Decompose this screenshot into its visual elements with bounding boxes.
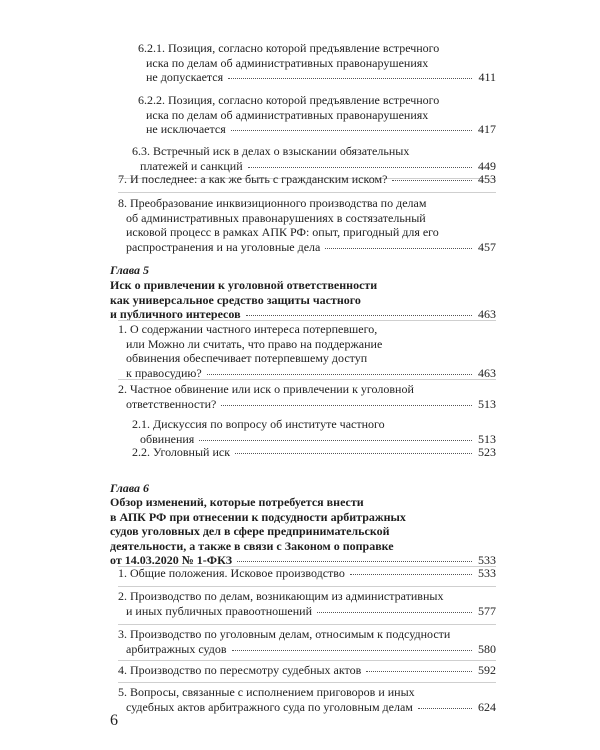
divider (118, 682, 496, 683)
divider (118, 379, 496, 380)
entry-line: платежей и санкций (140, 158, 243, 173)
entry-line: и иных публичных правоотношений (126, 603, 312, 618)
toc-entry (118, 172, 496, 187)
entry-line: или Можно ли считать, что право на поддержание (126, 336, 383, 351)
page-number: 513 (478, 396, 496, 411)
chapter-title (110, 278, 496, 322)
dot-leader (418, 708, 472, 709)
page-number: 463 (478, 365, 496, 380)
toc-entry (132, 445, 496, 460)
dot-leader (325, 248, 472, 249)
page-number: 463 (478, 307, 496, 321)
folio-page-number: 6 (110, 712, 118, 729)
toc-entry (118, 589, 496, 618)
entry-line: иска по делам об административных правонарушениях (146, 55, 429, 70)
entry-line: ответственности? (126, 396, 217, 411)
toc-entry (132, 417, 496, 446)
toc-entry (118, 685, 496, 714)
toc-entry (118, 382, 496, 411)
page-number: 449 (478, 158, 496, 173)
dot-leader (246, 315, 472, 316)
entry-line: не допускается (146, 70, 224, 84)
divider (118, 624, 496, 625)
entry-line: иска по делам об административных правонарушениях (146, 107, 429, 122)
chapter-title-line: Иск о привлечении к уголовной ответственности (110, 278, 378, 292)
toc-entry (118, 196, 496, 254)
entry-line: 7. И последнее: а как же быть с гражданским иском? (118, 172, 388, 186)
entry-line: 6.2.2. Позиция, согласно которой предъявление встречного (138, 93, 440, 107)
entry-line: не исключается (146, 122, 226, 136)
dot-leader (235, 453, 472, 454)
page-number: 453 (478, 172, 496, 186)
toc-entry (138, 93, 496, 137)
entry-line: к правосудию? (126, 365, 202, 380)
toc-entry (118, 663, 496, 678)
dot-leader (237, 561, 472, 562)
page-number: 592 (478, 663, 496, 677)
page-number: 533 (478, 566, 496, 580)
chapter-title-line: в АПК РФ при отнесении к подсудности арбитражных (110, 509, 406, 524)
entry-line: 2.1. Дискуссия по вопросу об институте частного (132, 417, 385, 431)
toc-entry (138, 41, 496, 85)
dot-leader (231, 130, 472, 131)
divider (118, 660, 496, 661)
dot-leader (392, 180, 472, 181)
entry-line: 6.2.1. Позиция, согласно которой предъявление встречного (138, 41, 440, 55)
chapter-title-line: от 14.03.2020 № 1-ФКЗ (110, 553, 233, 567)
toc-entry (118, 566, 496, 581)
dot-leader (366, 671, 472, 672)
divider (118, 192, 496, 193)
chapter-title-line: и публичного интересов (110, 307, 241, 321)
entry-line: 8. Преобразование инквизиционного производства по делам (118, 196, 427, 210)
entry-line: 3. Производство по уголовным делам, относимым к подсудности (118, 627, 451, 641)
page-number: 417 (478, 122, 496, 136)
chapter-title-line: деятельности, а также в связи с Законом о поправке (110, 538, 394, 553)
dot-leader (199, 440, 472, 441)
page-number: 523 (478, 445, 496, 459)
dot-leader (232, 650, 472, 651)
page-number: 533 (478, 553, 496, 567)
entry-line: 1. О содержании частного интереса потерпевшего, (118, 322, 378, 336)
entry-line: судебных актов арбитражного суда по уголовным делам (126, 699, 413, 714)
entry-line: 1. Общие положения. Исковое производство (118, 566, 345, 580)
chapter-title-line: как универсальное средство защиты частного (110, 292, 361, 307)
page-number: 577 (478, 603, 496, 618)
page-number: 580 (478, 641, 496, 656)
entry-line: распространения и на уголовные дела (126, 239, 321, 254)
entry-line: 2. Производство по делам, возникающим из административных (118, 589, 444, 603)
chapter-title-line: Обзор изменений, которые потребуется внести (110, 495, 364, 509)
entry-line: обвинения обеспечивает потерпевшему доступ (126, 351, 368, 365)
entry-line: исковой процесс в рамках АПК РФ: опыт, пригодный для его (126, 225, 439, 239)
entry-line: 2.2. Уголовный иск (132, 445, 231, 459)
divider (118, 586, 496, 587)
page-number: 513 (478, 431, 496, 446)
entry-line: 2. Частное обвинение или иск о привлечении к уголовной (118, 382, 414, 396)
dot-leader (350, 574, 472, 575)
entry-line: об административных правонарушениях в состязательный (126, 210, 426, 225)
entry-line: 5. Вопросы, связанные с исполнением приговоров и иных (118, 685, 415, 699)
divider (118, 320, 496, 321)
entry-line: арбитражных судов (126, 641, 227, 656)
dot-leader (228, 78, 472, 79)
dot-leader (317, 612, 472, 613)
toc-entry (118, 322, 496, 380)
entry-line: обвинения (140, 431, 195, 446)
chapter-title-line: судов уголовных дел в сфере предпринимательской (110, 524, 390, 538)
page-number: 624 (478, 699, 496, 714)
dot-leader (207, 374, 472, 375)
chapter-title (110, 495, 496, 568)
entry-line: 4. Производство по пересмотру судебных актов (118, 663, 362, 677)
entry-line: 6.3. Встречный иск в делах о взыскании обязательных (132, 144, 410, 158)
page-number: 411 (478, 70, 496, 84)
toc-entry (118, 627, 496, 656)
page-number: 457 (478, 239, 496, 254)
chapter-label: Глава 5 (110, 263, 150, 277)
chapter-label: Глава 6 (110, 481, 150, 495)
dot-leader (221, 405, 472, 406)
toc-entry (132, 144, 496, 173)
dot-leader (248, 167, 472, 168)
